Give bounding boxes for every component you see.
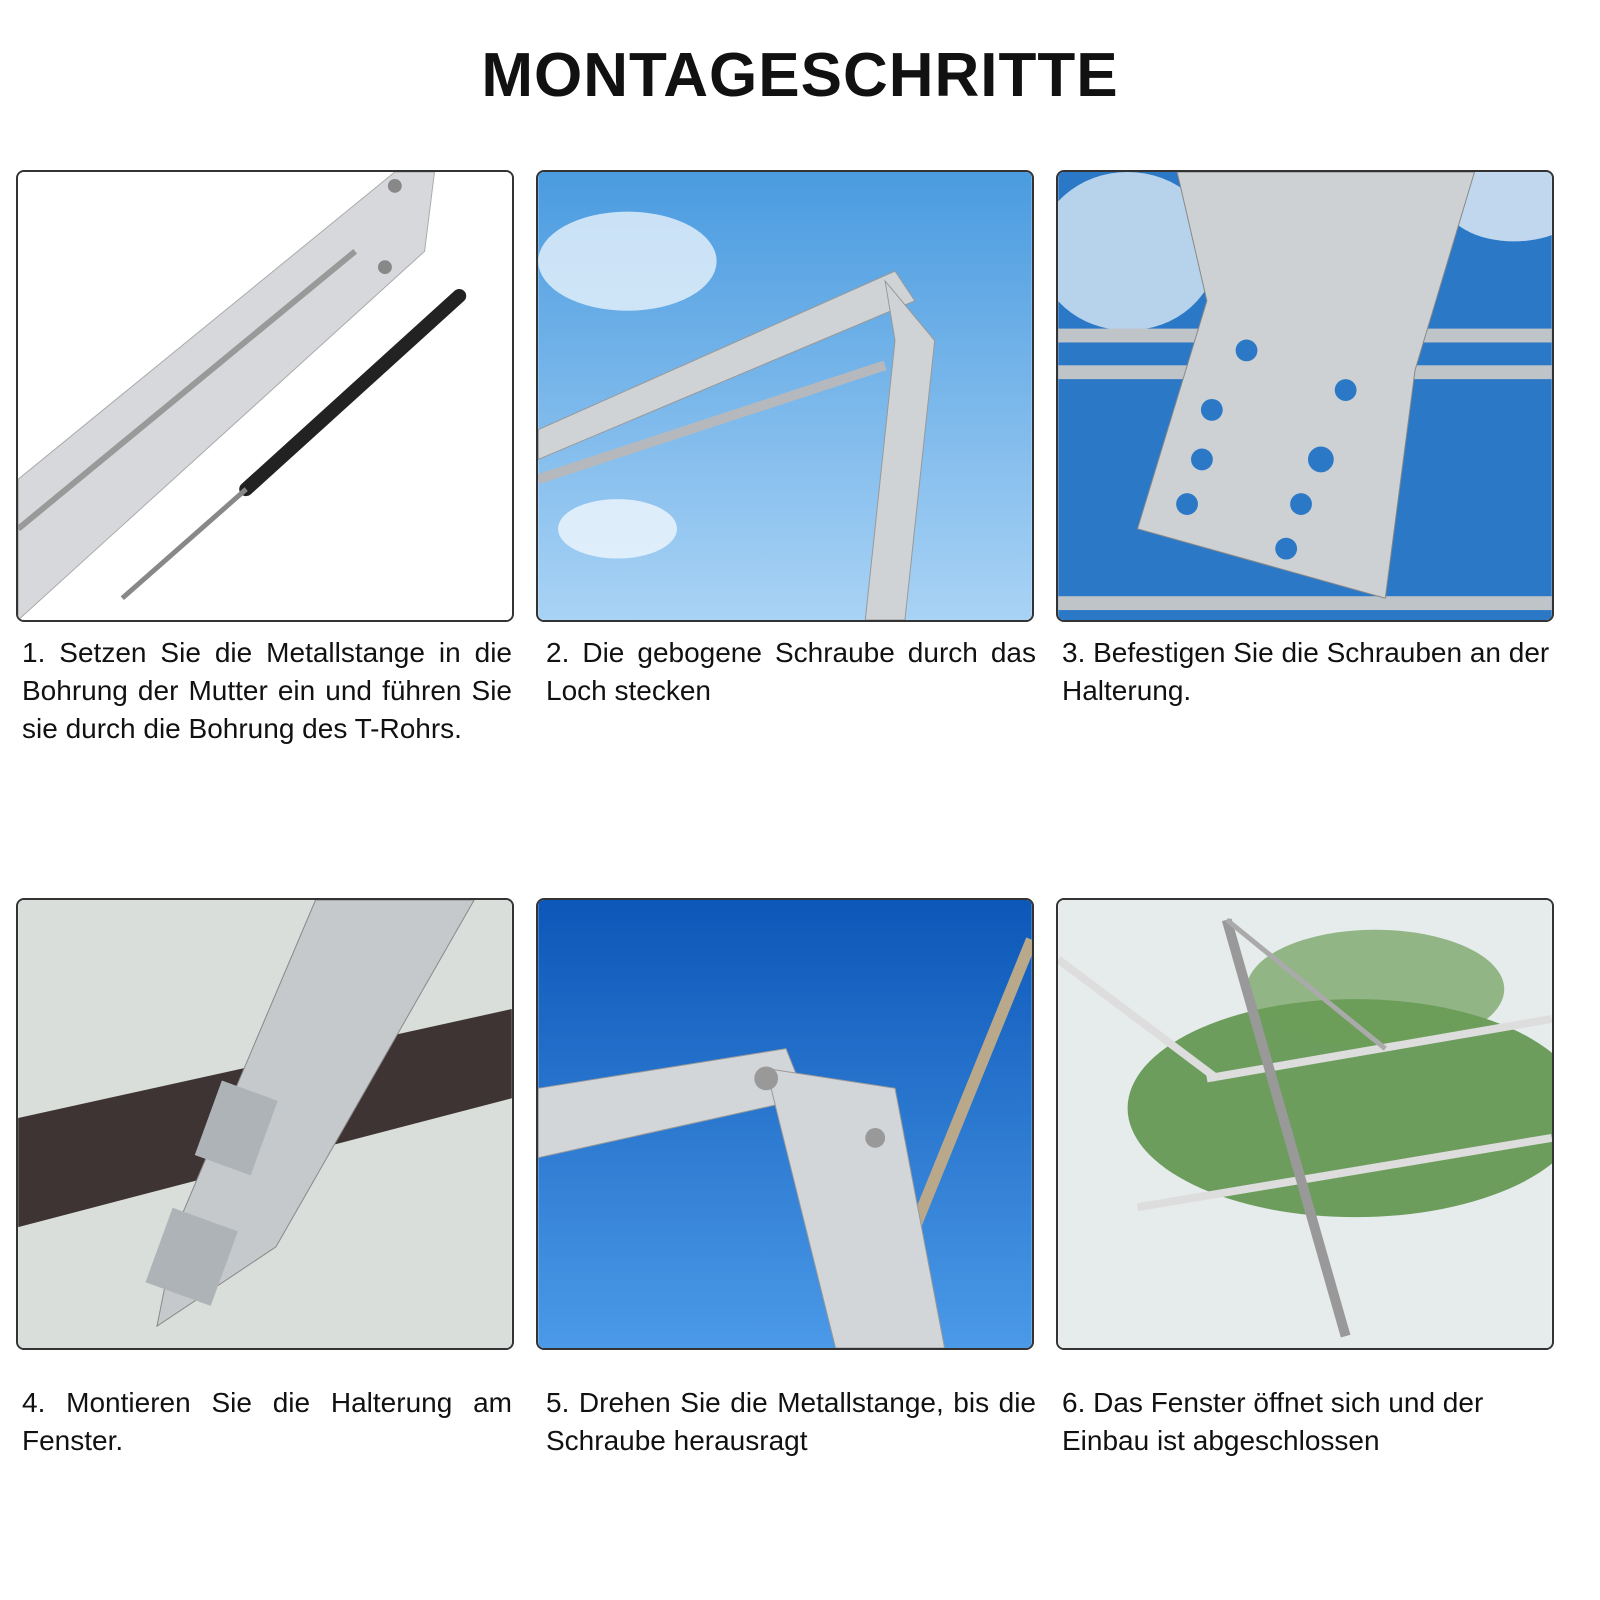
step-2-image — [536, 170, 1034, 622]
step-1-image — [16, 170, 514, 622]
page-title: MONTAGESCHRITTE — [481, 41, 1119, 110]
step-4-caption: 4. Montieren Sie die Halterung am Fenster. — [22, 1387, 512, 1456]
step-3-image — [1056, 170, 1554, 622]
step-2-caption: 2. Die gebogene Schraube durch das Loch stecken — [546, 637, 1036, 706]
step-6-image — [1056, 898, 1554, 1350]
step-4-image — [16, 898, 514, 1350]
step-6-caption: 6. Das Fenster öffnet sich und der Einbau ist abgeschlossen — [1062, 1387, 1484, 1456]
step-5-caption: 5. Drehen Sie die Metallstange, bis die Schraube herausragt — [546, 1387, 1036, 1456]
step-5-image — [536, 898, 1034, 1350]
step-3-caption: 3. Befestigen Sie die Schrauben an der Halterung. — [1062, 637, 1550, 706]
step-1-caption: 1. Setzen Sie die Metallstange in die Bohrung der Mutter ein und führen Sie sie durch die Bohrung des T-Rohrs. — [22, 637, 512, 744]
